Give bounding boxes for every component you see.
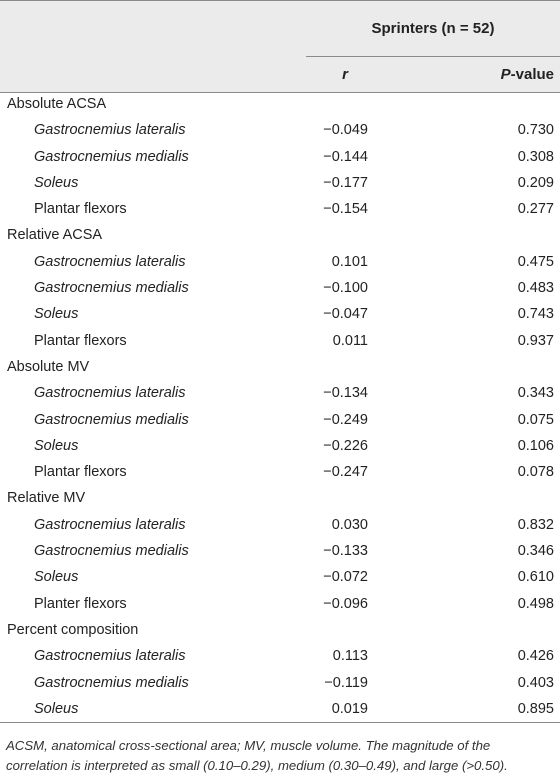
p-value-cell: 0.209 [517,174,554,191]
r-value-cell: −0.049 [323,122,368,139]
row-label: Gastrocnemius lateralis [34,253,186,270]
r-value-cell: 0.011 [332,332,368,349]
table-row [0,644,560,670]
r-value-cell: −0.100 [323,280,368,297]
group-label: Percent composition [7,621,139,638]
row-label: Gastrocnemius medialis [34,543,189,560]
row-label: Soleus [34,174,79,191]
table-row [0,460,560,486]
row-label: Gastrocnemius lateralis [34,385,186,402]
row-label: Plantar flexors [34,332,127,349]
p-value-cell: 0.498 [517,595,554,612]
r-value-cell: −0.119 [324,674,368,691]
p-value-cell: 0.426 [517,648,554,665]
group-header-rule [306,56,560,57]
group-label: Absolute ACSA [7,96,107,112]
table-row [0,302,560,328]
group-header-sprinters: Sprinters (n = 52) [371,20,495,37]
row-label: Soleus [34,306,79,323]
row-label: Soleus [34,437,79,454]
row-label: Gastrocnemius lateralis [34,648,186,665]
p-value-cell: 0.106 [517,437,554,454]
table-row [0,565,560,591]
table-row [0,329,560,355]
table-row [0,118,560,144]
column-header-p-letter: P [500,66,511,83]
row-label: Plantar flexors [34,201,127,218]
r-value-cell: 0.019 [331,700,368,717]
p-value-cell: 0.832 [517,516,554,533]
p-value-cell: 0.743 [517,306,554,323]
r-value-cell: 0.030 [331,516,368,533]
column-header-r: r [342,66,348,83]
table-row [0,250,560,276]
table-row [0,513,560,539]
row-label: Plantar flexors [34,464,127,481]
bottom-rule [0,722,560,723]
table-row [0,276,560,302]
row-label: Gastrocnemius medialis [34,148,189,165]
p-value-cell: 0.483 [517,280,554,297]
p-value-cell: 0.277 [517,201,554,218]
p-value-cell: 0.078 [517,464,554,481]
p-value-cell: 0.308 [517,148,554,165]
table-row [0,408,560,434]
row-label: Gastrocnemius medialis [34,411,189,428]
row-label: Soleus [34,700,79,717]
row-label: Gastrocnemius medialis [34,674,189,691]
r-value-cell: −0.047 [323,306,368,323]
group-label: Absolute MV [7,358,90,375]
p-value-cell: 0.346 [517,543,554,560]
table-group-row [0,92,560,118]
table-group-row [0,486,560,512]
row-label: Planter flexors [34,595,127,612]
group-label: Relative MV [7,490,86,507]
p-value-cell: 0.403 [517,674,554,691]
table-footnote: ACSM, anatomical cross-sectional area; MV, muscle volume. The magnitude of the correlation is interpreted as small (0.10–0.29), medium (0.30–0.49), and large (>0.50). [6,738,508,773]
row-label: Gastrocnemius medialis [34,280,189,297]
r-value-cell: −0.096 [323,595,368,612]
r-value-cell: −0.134 [323,385,368,402]
group-label: Relative ACSA [7,227,103,244]
table-row [0,434,560,460]
r-value-cell: −0.247 [323,464,368,481]
p-value-cell: 0.730 [517,122,554,139]
table-row [0,697,560,723]
table-group-row [0,618,560,644]
row-label: Gastrocnemius lateralis [34,122,186,139]
table-group-row [0,355,560,381]
p-value-cell: 0.475 [517,253,554,270]
table-body [0,92,560,723]
r-value-cell: −0.154 [323,201,368,218]
table-group-row [0,223,560,249]
top-rule [0,0,560,1]
p-value-cell: 0.343 [517,385,554,402]
p-value-cell: 0.937 [517,332,554,349]
p-value-cell: 0.075 [517,411,554,428]
row-label: Gastrocnemius lateralis [34,516,186,533]
r-value-cell: −0.072 [323,569,368,586]
table-row [0,671,560,697]
table-row [0,145,560,171]
r-value-cell: −0.177 [323,174,368,191]
table-row [0,539,560,565]
table-row [0,197,560,223]
column-header-p-suffix: -value [510,66,554,83]
r-value-cell: 0.101 [331,253,368,270]
table-row [0,171,560,197]
r-value-cell: −0.144 [323,148,368,165]
r-value-cell: −0.249 [323,411,368,428]
r-value-cell: 0.113 [332,648,368,665]
table-row [0,381,560,407]
r-value-cell: −0.133 [323,543,368,560]
r-value-cell: −0.226 [323,437,368,454]
p-value-cell: 0.610 [517,569,554,586]
p-value-cell: 0.895 [517,700,554,717]
column-header-p-value [440,66,554,83]
table-row [0,592,560,618]
row-label: Soleus [34,569,79,586]
